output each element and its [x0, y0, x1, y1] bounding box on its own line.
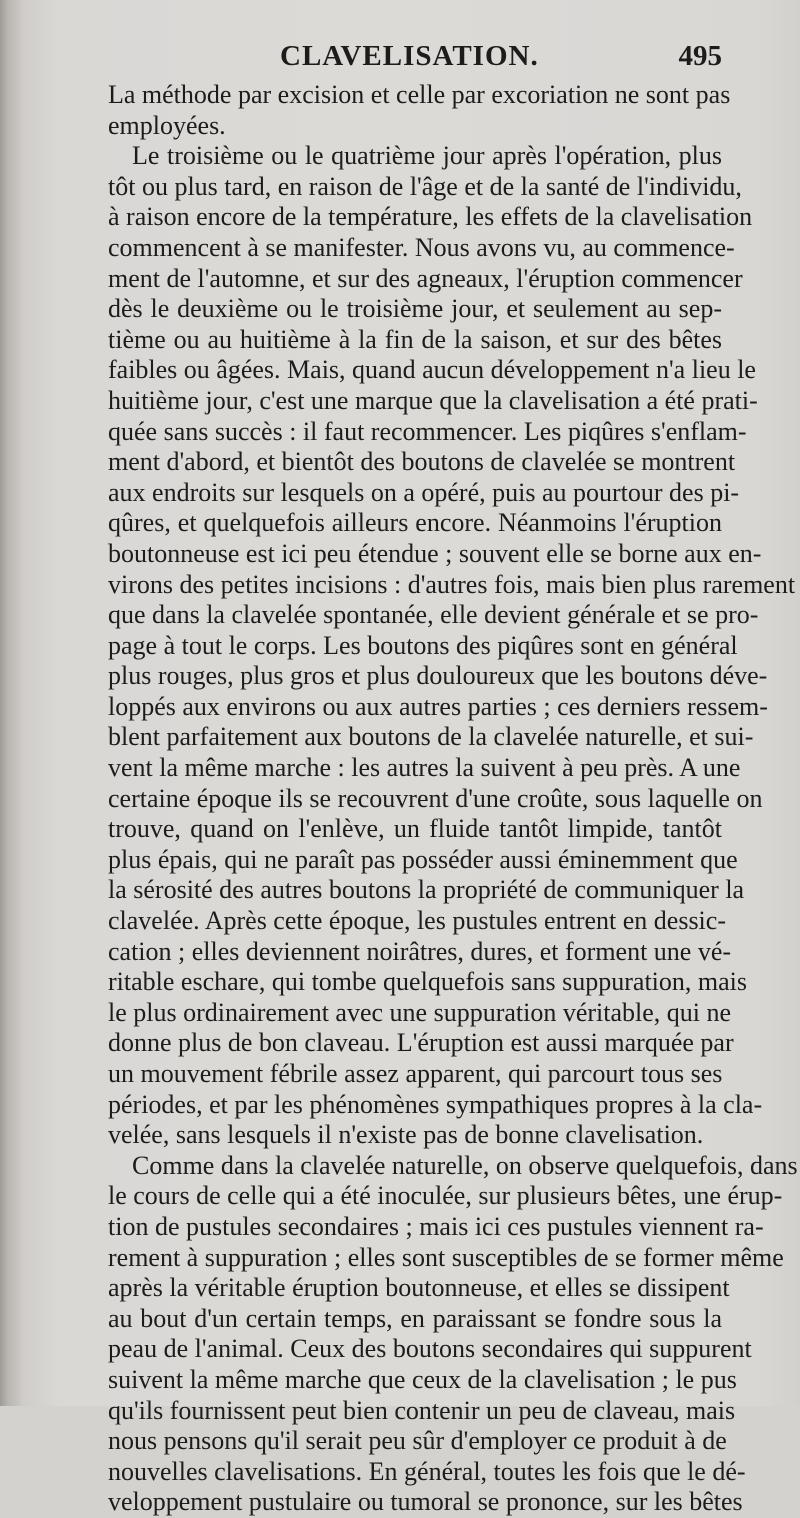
text-line: clavelée. Après cette époque, les pustules entrent en dessic- [108, 906, 726, 936]
text-line: qûres, et quelquefois ailleurs encore. Néanmoins l'éruption [108, 508, 722, 538]
text-line: nous pensons qu'il serait peu sûr d'employer ce produit à de [108, 1426, 727, 1456]
text-line: loppés aux environs ou aux autres parties ; ces derniers ressem- [108, 691, 768, 721]
text-line: quée sans succès : il faut recommencer. Les piqûres s'enflam- [108, 416, 747, 446]
text-line: nouvelles clavelisations. En général, toutes les fois que le dé- [108, 1456, 746, 1486]
text-line: peau de l'animal. Ceux des boutons secondaires qui suppurent [108, 1334, 752, 1364]
text-line: trouve, quand on l'enlève, un fluide tantôt limpide, tantôt [108, 814, 722, 844]
text-line: faibles ou âgées. Mais, quand aucun développement n'a lieu le [108, 355, 756, 385]
text-line: page à tout le corps. Les boutons des piqûres sont en général [108, 630, 738, 660]
text-line: certaine époque ils se recouvrent d'une croûte, sous laquelle on [108, 783, 763, 813]
page-number: 495 [678, 40, 722, 72]
text-line: employées. [108, 110, 226, 140]
text-line: veloppement pustulaire ou tumoral se prononce, sur les bêtes [108, 1487, 743, 1517]
text-line: qu'ils fournissent peut bien contenir un peu de claveau, mais [108, 1395, 736, 1425]
text-line: périodes, et par les phénomènes sympathiques propres à la cla- [108, 1089, 763, 1119]
text-line: velée, sans lesquels il n'existe pas de bonne clavelisation. [108, 1120, 704, 1150]
text-line: ritable eschare, qui tombe quelquefois sans suppuration, mais [108, 967, 748, 997]
text-line: cation ; elles deviennent noirâtres, dures, et forment une vé- [108, 936, 732, 966]
text-line: à raison encore de la température, les effets de la clavelisation [108, 202, 753, 232]
text-line: plus rouges, plus gros et plus douloureux que les boutons déve- [108, 661, 768, 691]
text-line: virons des petites incisions : d'autres fois, mais bien plus rarement [108, 569, 796, 599]
page-header [110, 40, 722, 80]
text-line: Comme dans la clavelée naturelle, on observe quelquefois, dans [132, 1150, 798, 1180]
text-line: commencent à se manifester. Nous avons vu, au commence- [108, 232, 735, 262]
text-line: suivent la même marche que ceux de la clavelisation ; le pus [108, 1364, 737, 1394]
text-line: dès le deuxième ou le troisième jour, et seulement au sep- [108, 294, 722, 324]
text-line: tion de pustules secondaires ; mais ici ces pustules viennent ra- [108, 1211, 764, 1241]
text-line: ment de l'automne, et sur des agneaux, l'éruption commencer [108, 263, 743, 293]
text-line: vent la même marche : les autres la suivent à peu près. A une [108, 753, 741, 783]
text-line: aux endroits sur lesquels on a opéré, puis au pourtour des pi- [108, 477, 740, 507]
text-line: tième ou au huitième à la fin de la saison, et sur des bêtes [108, 324, 722, 354]
text-line: rement à suppuration ; elles sont susceptibles de se former même [108, 1242, 784, 1272]
text-line: au bout d'un certain temps, en paraissant se fondre sous la [108, 1303, 722, 1333]
text-line: que dans la clavelée spontanée, elle devient générale et se pro- [108, 600, 759, 630]
text-line: le cours de celle qui a été inoculée, sur plusieurs bêtes, une érup- [108, 1181, 783, 1211]
running-title: CLAVELISATION. [280, 40, 539, 72]
book-binding-edge [0, 0, 22, 1406]
text-line: La méthode par excision et celle par excoriation ne sont pas [108, 80, 731, 109]
text-line: boutonneuse est ici peu étendue ; souvent elle se borne aux en- [108, 538, 762, 568]
text-line: tôt ou plus tard, en raison de l'âge et de la santé de l'individu, [108, 171, 742, 201]
text-line: blent parfaitement aux boutons de la clavelée naturelle, et sui- [108, 722, 754, 752]
text-line: Le troisième ou le quatrième jour après l'opération, plus [132, 141, 722, 171]
text-line: plus épais, qui ne paraît pas posséder aussi éminemment que [108, 844, 738, 874]
text-line: la sérosité des autres boutons la propriété de communiquer la [108, 875, 745, 905]
text-line: après la véritable éruption boutonneuse, et elles se dissipent [108, 1273, 730, 1303]
text-line: le plus ordinairement avec une suppuration véritable, qui ne [108, 997, 732, 1027]
text-line: donne plus de bon claveau. L'éruption est aussi marquée par [108, 1028, 734, 1058]
text-line: huitième jour, c'est une marque que la clavelisation a été prati- [108, 385, 758, 415]
text-line: ment d'abord, et bientôt des boutons de clavelée se montrent [108, 447, 736, 477]
body-text [108, 80, 798, 1518]
text-line: un mouvement fébrile assez apparent, qui parcourt tous ses [108, 1059, 723, 1088]
